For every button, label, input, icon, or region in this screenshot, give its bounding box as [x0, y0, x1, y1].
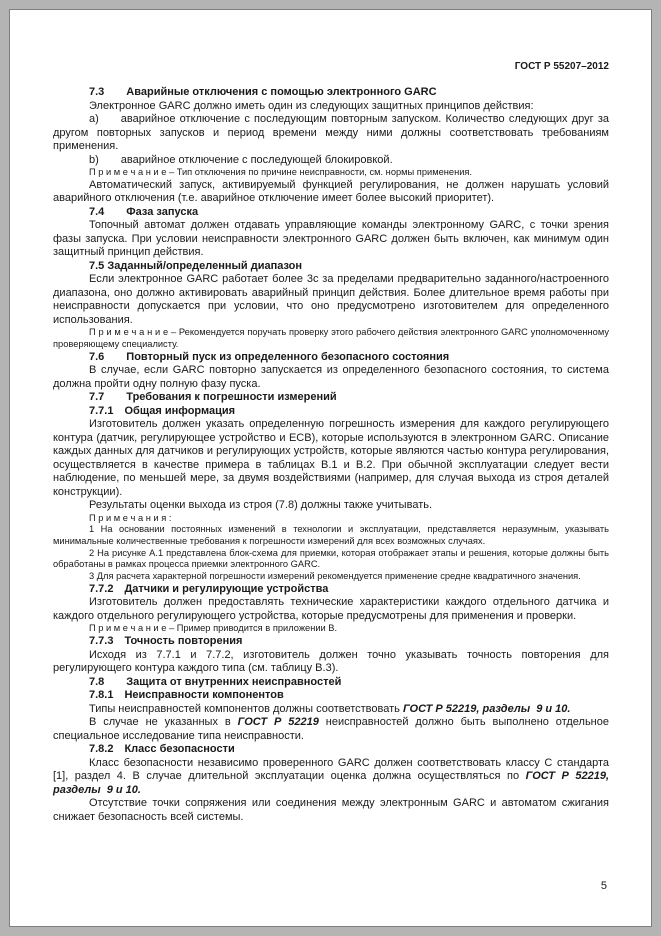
text-run: В случае, если GARC повторно запускается из определенного безопасного состояния, то система должна пройти одну полную фазу пуска.: [53, 364, 609, 390]
paragraph: [53, 100, 609, 114]
paragraph: [53, 596, 609, 623]
note: [53, 167, 609, 179]
paragraph: [53, 273, 609, 327]
text-run: 7.4 Фаза запуска: [89, 205, 199, 218]
paragraph: [53, 757, 609, 798]
text-run: Электронное GARC должно иметь один из следующих защитных принципов действия:: [89, 99, 534, 112]
paragraph: [53, 499, 609, 513]
paragraph: [53, 797, 609, 824]
text-run: 3 Для расчета характерной погрешности измерений рекомендуется применение средне квадратичного значения.: [89, 571, 581, 582]
paragraph: [53, 649, 609, 676]
section-heading: [53, 743, 609, 757]
paragraph: [53, 179, 609, 206]
section-heading: [53, 583, 609, 597]
document-page: [9, 9, 652, 927]
text-run: 7.7.2 Датчики и регулирующие устройства: [89, 582, 329, 595]
standard-reference-text: ГОСТ Р 52219: [237, 716, 319, 729]
paragraph: [53, 154, 609, 168]
text-run: Результаты оценки выхода из строя (7.8) должны также учитывать.: [89, 499, 433, 512]
text-run: Отсутствие точки сопряжения или соединения между электронным GARC и автоматом сжигания снижает безопасность всей системы.: [53, 797, 609, 823]
section-heading: [53, 260, 609, 274]
paragraph: [53, 716, 609, 743]
note: [53, 524, 609, 547]
text-run: неисправностей должно быть выполнено отдельное специальное исследование типа неисправности.: [53, 716, 609, 742]
standard-reference-text: ГОСТ Р 52219, разделы 9 и 10.: [402, 702, 571, 715]
paragraph: [53, 703, 609, 717]
text-run: Изготовитель должен указать определенную погрешность измерения для каждого регулирующего контура (датчик, регулирующее устройство и ЕСВ), которые используются в электронном GARC. Описание каждых данных для датчиков и регулирующих устройств, которые являются частью контура регулирования, осуществляется в качестве примера в таблицах В.1 и В.2. При обычной эксплуатации следует вести наблюдение, по меньшей мере, за двумя воздействиями (например, для случая выхода из строя деталей конструкции).: [53, 418, 609, 498]
note: [53, 548, 609, 571]
page-number: 5: [600, 880, 607, 892]
section-heading: [53, 351, 609, 365]
text-run: П р и м е ч а н и е – Рекомендуется поручать проверку этого рабочего действия электронного GARC уполномоченному проверяющему специалисту.: [53, 327, 609, 349]
document-body: [53, 86, 609, 824]
text-run: Класс безопасности независимо проверенного GARC должен соответствовать классу С стандарта [1], раздел 4. В случае длительной эксплуатации оценка должна осуществляться по: [53, 756, 609, 783]
text-run: b) аварийное отключение с последующей блокировкой.: [89, 153, 393, 166]
text-run: П р и м е ч а н и я :: [89, 512, 172, 523]
text-run: 7.3 Аварийные отключения с помощью электронного GARC: [89, 86, 437, 98]
section-heading: [53, 86, 609, 100]
text-run: 7.5 Заданный/определенный диапазон: [89, 259, 303, 272]
text-run: П р и м е ч а н и е – Пример приводится в приложении В.: [89, 623, 338, 634]
text-run: 7.7 Требования к погрешности измерений: [89, 391, 337, 404]
text-run: Исходя из 7.7.1 и 7.7.2, изготовитель должен точно указывать точность повторения для регулирующего контура каждого типа (см. таблицу В.3).: [53, 648, 609, 675]
note: [53, 327, 609, 350]
paragraph: [53, 418, 609, 499]
text-run: 7.6 Повторный пуск из определенного безопасного состояния: [89, 350, 450, 363]
text-run: 7.8 Защита от внутренних неисправностей: [89, 675, 342, 688]
standard-reference-text: ГОСТ Р 52219, разделы 9 и 10.: [53, 770, 609, 796]
paragraph: [53, 219, 609, 260]
text-run: 1 На основании постоянных изменений в технологии и эксплуатации, представляется неразумным, указывать минимальные количественные требования к погрешности измерений для всех возможных случаях.: [53, 524, 609, 547]
text-run: Автоматический запуск, активируемый функцией регулирования, не должен нарушать условий аварийного отключения (т.е. аварийное отключение имеет более высокий приоритет).: [53, 178, 609, 205]
text-run: Изготовитель должен предоставлять технические характеристики каждого отдельного датчика и каждого отдельного регулирующего устройства, которые предусмотрены для применения и проверки.: [53, 596, 609, 622]
section-heading: [53, 635, 609, 649]
text-run: П р и м е ч а н и е – Тип отключения по причине неисправности, см. нормы применения.: [89, 167, 473, 177]
text-run: В случае не указанных в: [89, 716, 238, 729]
text-run: 7.8.1 Неисправности компонентов: [89, 689, 284, 702]
text-run: 7.7.1 Общая информация: [89, 404, 236, 417]
text-run: а) аварийное отключение с последующим повторным запуском. Количество следующих друг за другом повторных запусков и период времени между ними должны соответствовать требованиям применения.: [53, 113, 609, 152]
section-heading: [53, 405, 609, 419]
note: [53, 571, 609, 583]
text-run: 7.8.2 Класс безопасности: [89, 743, 235, 756]
section-heading: [53, 676, 609, 690]
text-run: Типы неисправностей компонентов должны соответствовать: [89, 702, 403, 715]
text-run: Топочный автомат должен отдавать управляющие команды электронному GARC, с точки зрения фазы запуска. При условии неисправности электронного GARC должен быть включен, как минимум один защитный принцип действия.: [53, 219, 609, 259]
header-standard-ref: ГОСТ Р 55207–2012: [514, 61, 609, 72]
text-run: 2 На рисунке А.1 представлена блок-схема для приемки, которая отображает этапы и решения, которые должны быть обработаны в рамках процесса приемки электронного GARC.: [53, 547, 609, 570]
text-run: Если электронное GARC работает более 3с за пределами предварительно заданного/настроенного диапазона, оно должно активировать аварийный принцип действия. Более длительное время работы при неисправности допускается при условии, что оно предусмотрено изготовителем для определенного использования.: [53, 273, 609, 326]
notes-title: [53, 513, 609, 525]
section-heading: [53, 689, 609, 703]
text-run: 7.7.3 Точность повторения: [89, 635, 243, 648]
paragraph: [53, 364, 609, 391]
paragraph: [53, 113, 609, 154]
section-heading: [53, 391, 609, 405]
note: [53, 623, 609, 635]
section-heading: [53, 206, 609, 220]
